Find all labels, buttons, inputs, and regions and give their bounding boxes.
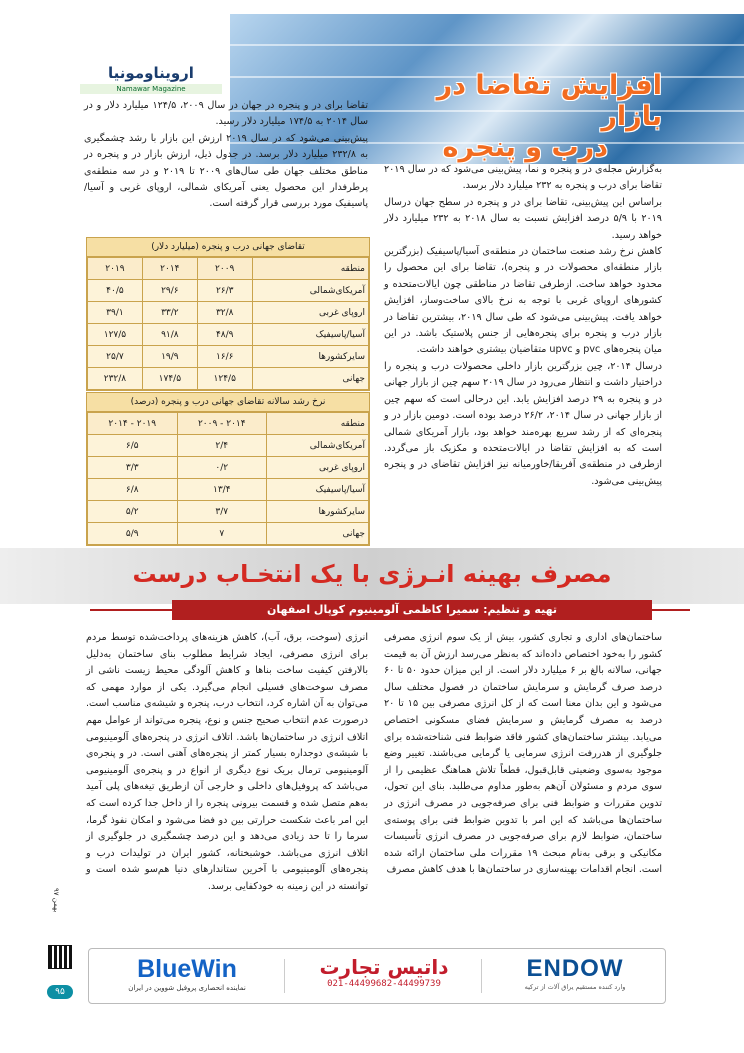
table-cell: ۶/۸ (88, 479, 178, 501)
table-header-row (88, 413, 369, 435)
table-cell: ۴۰/۵ (88, 280, 143, 302)
article2-title: مصرف بهینه انـرژی با یک انتخـاب درست (132, 560, 612, 588)
table-row (88, 479, 369, 501)
table-header-row (88, 258, 369, 280)
table-cell: آمریکای‌شمالی (267, 435, 369, 457)
title-line-1: افزایش تقاضا در بازار (436, 70, 662, 132)
table-row (88, 368, 369, 390)
paragraph: کاهش نرخ رشد صنعت ساختمان در منطقه‌ی آسیا/پاسیفیک (بزرگترین بازار منطقه‌ای محصولات در و پنجره)، تقاضا برای این محصول را محدود خواهد ساخت. ازطرفی تقاضا در مناطقی چون ایالات‌متحده و کشورهای اروپای غربی با توجه به نرخ بالای ساخت‌وساز، افزایش خواهد یافت. پیش‌بینی می‌شود که طی سال ۲۰۱۹، بیشترین تقاضا در بازار درب و پنجره برای پنجره‌هایی از جنس پلاستیک باشد. در این میان پنجره‌های pvc و upvc متقاضیان بیشتری خواهند داشت. (384, 246, 663, 356)
table-row (88, 346, 369, 368)
table-cell: ۱۹/۹ (142, 346, 197, 368)
table-row (88, 435, 369, 457)
table-cell: ۲/۴ (177, 435, 267, 457)
table-cell: ۷ (177, 523, 267, 545)
divider (284, 959, 285, 993)
table-grid (87, 412, 369, 545)
table-cell: ۲۵/۷ (88, 346, 143, 368)
paragraph: درسال ۲۰۱۴، چین بزرگترین بازار داخلی محصولات درب و پنجره را دراختیار داشت و انتظار می‌رود در سال ۲۰۱۹ سهم چین از بازار جهانی در و پنجره به ۲۹ درصد افزایش یابد. این درحالی است که سهم چین از بازار جهانی در سال ۲۰۱۴، ۲۶/۲ درصد بوده است. دومین بازار در و پنجره‌ای که از رشد سریع بهره‌مند خواهد بود، بازار آمریکای شمالی است که به افزایش تقاضا در ایالات‌متحده و مکزیک باز می‌گردد. ازطرفی در منطقه‌ی آفریقا/خاورمیانه نیز افزایش تقاضای در و پنجره پیش‌بینی می‌شود. (383, 360, 663, 487)
article1-left-column (84, 98, 368, 213)
table-cell: ۱۳/۴ (177, 479, 267, 501)
table-header: ۲۰۱۴ - ۲۰۰۹ (177, 413, 267, 435)
article-title (384, 70, 662, 163)
table-cell: ۱۲۴/۵ (197, 368, 252, 390)
table-cell: آسیا/پاسیفیک (267, 479, 369, 501)
barcode-icon (48, 945, 72, 969)
table-header: منطقه (267, 413, 369, 435)
table-header: ۲۰۱۴ (142, 258, 197, 280)
table-row (88, 457, 369, 479)
table-cell: اروپای غربی (252, 302, 368, 324)
ad-datis-name: داتیس تجارت (319, 955, 449, 979)
table-cell: ۲۶/۳ (197, 280, 252, 302)
table-cell: ۳۳/۲ (142, 302, 197, 324)
demand-table (86, 237, 370, 391)
ad-endow-tagline: وارد کننده مستقیم یراق آلات از ترکیه (524, 983, 626, 991)
article1-right-column (384, 162, 662, 490)
paragraph: براساس این پیش‌بینی، تقاضا برای در و پنجره در سطح جهان درسال ۲۰۱۹ با ۵/۹ درصد افزایش نسبت به سال ۲۰۱۸ به ۲۳۲ میلیارد دلار خواهد رسید. (384, 196, 662, 241)
ad-bluewin-tagline: نماینده انحصاری پروفیل شووین در ایران (128, 984, 246, 992)
magazine-subtitle: Namawar Magazine (80, 84, 222, 94)
table-row (88, 324, 369, 346)
divider (481, 959, 482, 993)
magazine-logo (80, 64, 222, 94)
issue-date: بهمن ۹۷ (52, 888, 60, 913)
table-header: منطقه (252, 258, 368, 280)
table-row (88, 501, 369, 523)
paragraph: تقاضا برای در و پنجره در جهان در سال ۲۰۰۹، ۱۲۴/۵ میلیارد دلار و در سال ۲۰۱۴ به ۱۷۴/۵ میلیارد دلار رسید. (84, 100, 368, 128)
sponsor-strip (88, 948, 666, 1004)
table-cell: ۲۹/۶ (142, 280, 197, 302)
ad-datis-phone: 021-44499682-44499739 (327, 979, 441, 989)
table-title: تقاضای جهانی درب و پنجره (میلیارد دلار) (87, 238, 369, 257)
article2-right-column (384, 630, 662, 879)
table-cell: ۳/۷ (177, 501, 267, 523)
table-cell: ۳/۳ (88, 457, 178, 479)
ad-bluewin-name: BlueWin (137, 955, 237, 983)
table-cell: ۵/۹ (88, 523, 178, 545)
table-row (88, 523, 369, 545)
table-header: ۲۰۰۹ (197, 258, 252, 280)
table-cell: ۱۲۷/۵ (88, 324, 143, 346)
title-line-2: درب و پنجره (442, 132, 608, 163)
table-cell: جهانی (267, 523, 369, 545)
table-cell: اروپای غربی (267, 457, 369, 479)
table-cell: آسیا/پاسیفیک (252, 324, 368, 346)
table-cell: ۱۶/۶ (197, 346, 252, 368)
growth-table (86, 392, 370, 546)
table-row (88, 302, 369, 324)
paragraph: انرژی (سوخت، برق، آب)، کاهش هزینه‌های پرداخت‌شده توسط مردم برای انرژی مصرفی، ایجاد شرایط مطلوب بنای ساختمان به‌دلیل بالارفتن کیفیت ساخت بنا‌ها و کاهش آلودگی محیط زیست ناشی از مصرف سوخت‌های فسیلی انجام می‌گیرد. یکی از موارد مهمی که می‌توان به آن اشاره کرد، انتخاب درب، پنجره و شیشه‌ی مناسب است. درصورت عدم انتخاب صحیح جنس و نوع، پنجره می‌تواند از عوامل مهم اتلاف انرژی در ساختمان‌ها باشد. اتلاف انرژی در پنجره‌های آلومینیومی با شیشه‌ی دوجداره بسیار کمتر از پنجره‌های آهنی است. در و پنجره‌ی آلومینیومی ترمال بریک نوع دیگری از انواع در و پنجره‌ی آلومینیومی می‌باشد که پروفیل‌های داخلی و خارجی آن ازطریق تیغه‌های پلی آمید به‌هم متصل شده و قسمت بیرونی پنجره را از داخل جدا کرده است که این امر باعث شکست حرارتی بین دو فضا می‌شود و امکان نفوذ گرما، سرما را تا حد زیادی می‌دهد و این درصد چشمگیری در جلوگیری از اتلاف انرژی می‌باشد. خوشبختانه، کشور ایران در تولیدات درب و پنجره‌های آلومینیومی با آخرین ستاندارهای دنیا هم‌سو شده است و توانسته در این زمینه به خودکفایی برسد. (86, 632, 368, 892)
magazine-name: ارویناومونیا (108, 64, 194, 82)
table-cell: ۳۲/۸ (197, 302, 252, 324)
ad-endow[interactable] (491, 949, 659, 1003)
table-cell: ۵/۲ (88, 501, 178, 523)
table-cell: ۱۷۴/۵ (142, 368, 197, 390)
table-cell: ۰/۲ (177, 457, 267, 479)
paragraph: ساختمان‌های اداری و تجاری کشور، بیش از یک سوم انرژی مصرفی کشور را به‌خود اختصاص داده‌اند که به‌نظر می‌رسد ارزش آن به قیمت جهانی، سالانه بالغ بر ۶ میلیارد دلار است. از این میزان حدود ۵۰ تا ۶۰ درصد صرف گرمایش و سرمایش ساختمان در فصول مختلف سال می‌شود و این بدان معنا است که از کل انرژی مصرفی بین ۱۵ تا ۲۰ درصد به مصرف گرمایش و سرمایش فضای مسکونی اختصاص می‌یابد. بیشتر ساختمان‌های کشور فاقد ضوابط فنی شناخته‌شده برای جلوگیری از هدررفت انرژی سرمایی یا گرمایی می‌باشند. تغییر وضع موجود به‌سوی وضعیتی قابل‌قبول، قطعاً تلاش هماهنگ عظیمی را از سوی مردم و مسئولان آن‌هم به‌طور مداوم می‌طلبد. بنای این تحول، تدوین مقررات و ضوابط فنی برای صرفه‌جویی در مصرف انرژی در ساختمان‌ها می‌باشد که این امر با تدوین ضوابط فنی برای پوسته‌ی ساختمان، ضوابط لازم برای صرفه‌جویی در مصرف انرژی تأسیسات مکانیکی و برقی به‌نام مبحث ۱۹ مقررات ملی ساختمان ارائه شده است. انجام اقدامات بهینه‌سازی در ساختمان‌ها با هدف کاهش مصرف (384, 632, 662, 876)
ad-datis[interactable] (294, 949, 474, 1003)
table-cell: ۹۱/۸ (142, 324, 197, 346)
article2-left-column (86, 630, 368, 896)
page-number: ۹۵ (47, 985, 73, 999)
article2-byline: تهیه و تنظیم: سمیرا کاظمی آلومینیوم کوپال اصفهان (172, 600, 652, 620)
table-cell: سایرکشورها (267, 501, 369, 523)
table-header: ۲۰۱۹ - ۲۰۱۴ (88, 413, 178, 435)
table-cell: آمریکای‌شمالی (252, 280, 368, 302)
table-cell: ۴۸/۹ (197, 324, 252, 346)
table-cell: جهانی (252, 368, 368, 390)
table-cell: ۳۹/۱ (88, 302, 143, 324)
paragraph: به‌گزارش مجله‌ی در و پنجره و نما، پیش‌بینی می‌شود که در سال ۲۰۱۹ تقاضا برای درب و پنجره به ۲۳۲ میلیارد دلار برسد. (384, 164, 662, 192)
table-grid (87, 257, 369, 390)
table-cell: سایرکشورها (252, 346, 368, 368)
table-row (88, 280, 369, 302)
paragraph: پیش‌بینی می‌شود که در سال ۲۰۱۹ ارزش این بازار با رشد چشمگیری به ۲۳۲/۸ میلیارد دلار برسد. در جدول ذیل، ارزش بازار در و پنجره در مناطق مختلف جهان طی سال‌های ۲۰۰۹ تا ۲۰۱۹ و در سه منطقه‌ی پرطرفدار این محصول یعنی آمریکای شمالی، اروپای غربی و آسیا/پاسیفیک مورد بررسی قرار گرفته است. (84, 132, 368, 210)
table-cell: ۶/۵ (88, 435, 178, 457)
table-header: ۲۰۱۹ (88, 258, 143, 280)
table-cell: ۲۳۲/۸ (88, 368, 143, 390)
table-title: نرخ رشد سالانه تقاضای جهانی درب و پنجره (درصد) (87, 393, 369, 412)
ad-endow-name: ENDOW (526, 955, 624, 982)
ad-bluewin[interactable] (97, 949, 277, 1003)
